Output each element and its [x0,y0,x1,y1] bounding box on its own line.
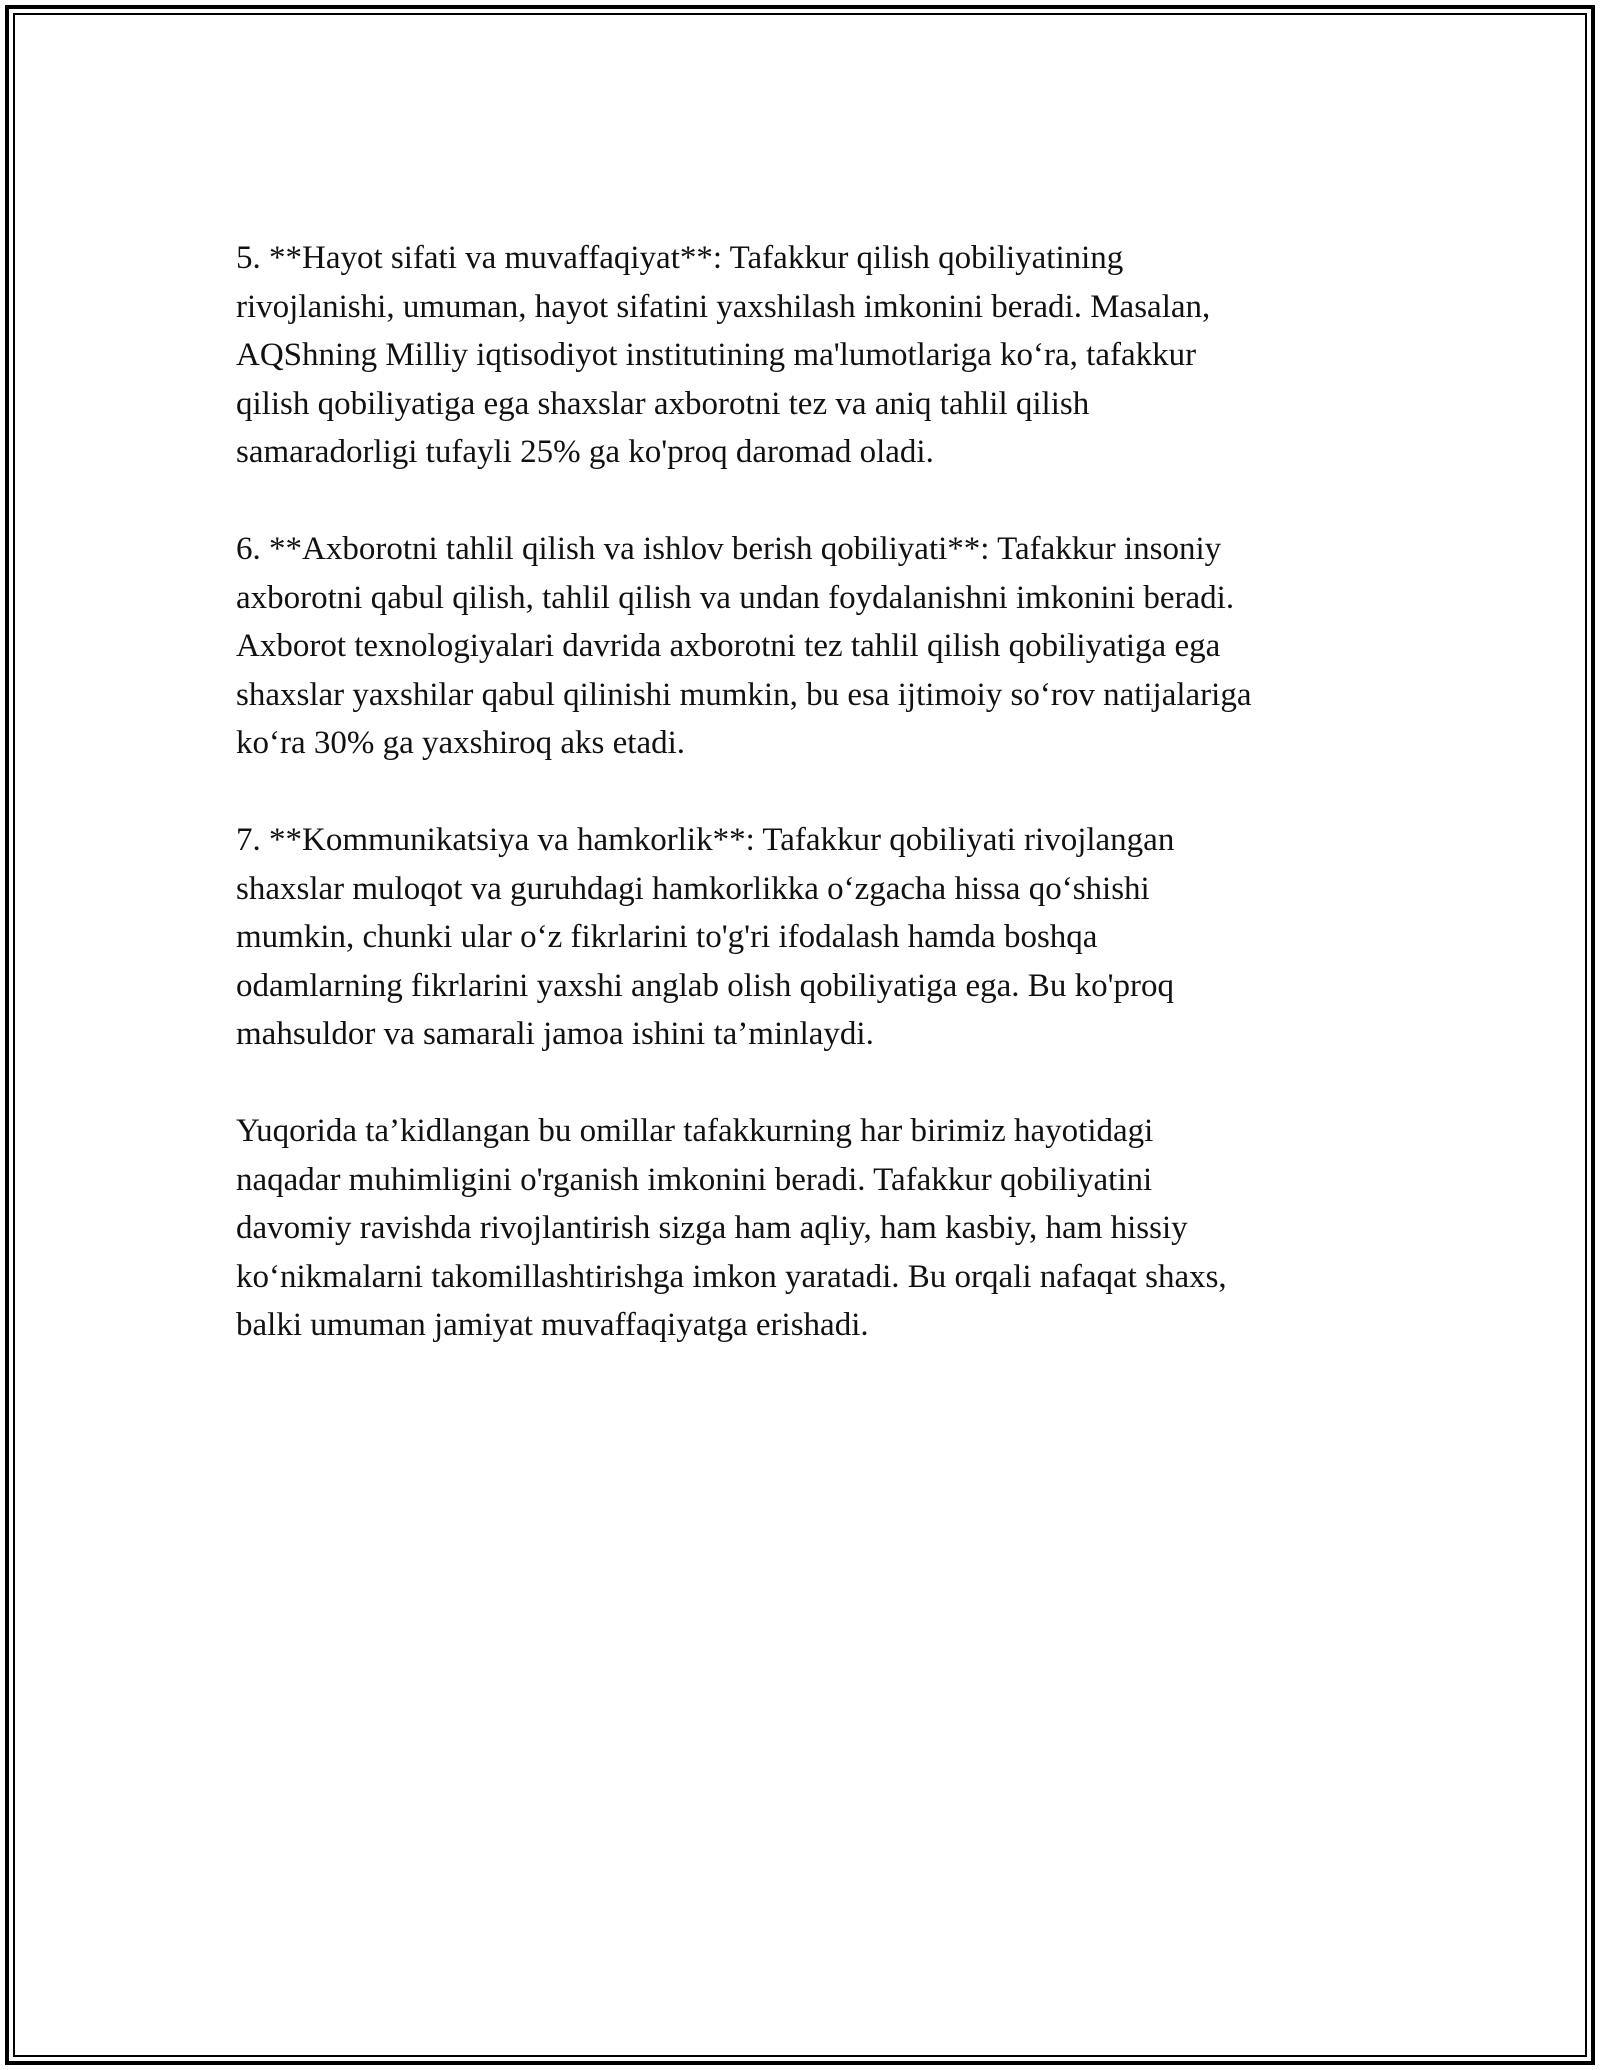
text-line: 6. **Axborotni tahlil qilish va ishlov berish qobiliyati**: Tafakkur insoniy [236,531,1222,567]
text-line: qilish qobiliyatiga ega shaxslar axborotni tez va aniq tahlil qilish [236,385,1090,422]
text-line: ko‘ra 30% ga yaxshiroq aks etadi. [236,725,686,761]
text-line: samaradorligi tufayli 25% ga ko'proq daromad oladi. [236,434,934,470]
text-line: 5. **Hayot sifati va muvaffaqiyat**: Tafakkur qilish qobiliyatining [236,240,1124,276]
text-line: axborotni qabul qilish, tahlil qilish va undan foydalanishni imkonini beradi. [236,579,1235,616]
text-line: balki umuman jamiyat muvaffaqiyatga erishadi. [236,1307,869,1343]
paragraph-conclusion [236,1107,1386,1350]
document-body [236,234,1386,1398]
text-line: mumkin, chunki ular o‘z fikrlarini to'g'ri ifodalash hamda boshqa [236,919,1098,955]
text-line: Axborot texnologiyalari davrida axborotni tez tahlil qilish qobiliyatiga ega [236,628,1221,664]
text-line: naqadar muhimligini o'rganish imkonini beradi. Tafakkur qobiliyatini [236,1161,1153,1198]
text-line: rivojlanishi, umuman, hayot sifatini yaxshilash imkonini beradi. Masalan, [236,288,1211,325]
text-line: Yuqorida ta’kidlangan bu omillar tafakkurning har birimiz hayotidagi [236,1113,1154,1149]
text-line: AQShning Milliy iqtisodiyot institutining ma'lumotlariga ko‘ra, tafakkur [236,337,1197,373]
paragraph-6-information-analysis [236,525,1386,768]
paragraph-5-quality-of-life [236,234,1386,477]
text-line: mahsuldor va samarali jamoa ishini ta’minlaydi. [236,1016,874,1052]
text-line: odamlarning fikrlarini yaxshi anglab olish qobiliyatiga ega. Bu ko'proq [236,967,1175,1004]
text-line: shaxslar muloqot va guruhdagi hamkorlikka o‘zgacha hissa qo‘shishi [236,870,1150,907]
text-line: davomiy ravishda rivojlantirish sizga ham aqliy, ham kasbiy, ham hissiy [236,1210,1188,1246]
text-line: ko‘nikmalarni takomillashtirishga imkon yaratadi. Bu orqali nafaqat shaxs, [236,1258,1227,1295]
text-line: 7. **Kommunikatsiya va hamkorlik**: Tafakkur qobiliyati rivojlangan [236,822,1175,858]
paragraph-7-communication [236,816,1386,1059]
text-line: shaxslar yaxshilar qabul qilinishi mumkin, bu esa ijtimoiy so‘rov natijalariga [236,676,1252,713]
